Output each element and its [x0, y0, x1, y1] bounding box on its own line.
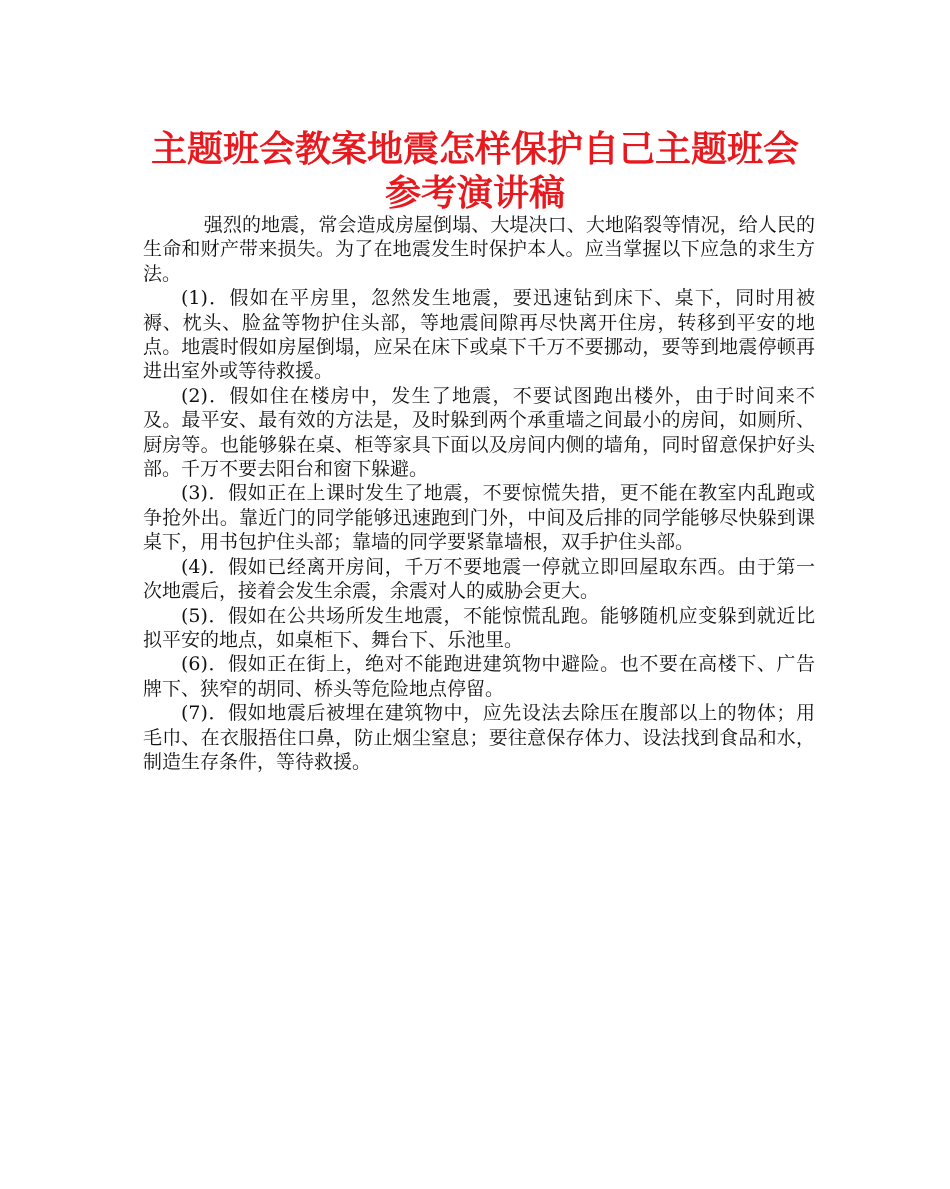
paragraph-4: (4)．假如已经离开房间，千万不要地震一停就立即回屋取东西。由于第一次地震后，接着会发生余震，余震对人的威胁会更大。 [143, 555, 815, 603]
document-title-line-1: 主题班会教案地震怎样保护自己主题班会 [150, 129, 799, 170]
paragraph-3: (3)．假如正在上课时发生了地震，不要惊慌失措，更不能在教室内乱跑或争抢外出。靠近门的同学能够迅速跑到门外，中间及后排的同学能够尽快躲到课桌下，用书包护住头部；靠墙的同学要紧靠墙根，双手护住头部。 [143, 482, 815, 554]
paragraph-1: (1)．假如在平房里，忽然发生地震，要迅速钻到床下、桌下，同时用被褥、枕头、脸盆等物护住头部，等地震间隙再尽快离开住房，转移到平安的地点。地震时假如房屋倒塌，应呆在床下或桌下千万不要挪动，要等到地震停顿再进出室外或等待救援。 [143, 287, 815, 383]
paragraph-6: (6)．假如正在街上，绝对不能跑进建筑物中避险。也不要在高楼下、广告牌下、狭窄的胡同、桥头等危险地点停留。 [143, 653, 815, 700]
paragraph-2: (2)．假如住在楼房中，发生了地震，不要试图跑出楼外，由于时间来不及。最平安、最有效的方法是，及时躲到两个承重墙之间最小的房间，如厕所、厨房等。也能够躲在桌、柜等家具下面以及房间内侧的墙角，同时留意保护好头部。千万不要去阳台和窗下躲避。 [143, 384, 815, 481]
document-body [143, 213, 815, 774]
paragraph-5: (5)．假如在公共场所发生地震，不能惊慌乱跑。能够随机应变躲到就近比拟平安的地点，如桌柜下、舞台下、乐池里。 [143, 604, 815, 651]
paragraph-7: (7)．假如地震后被埋在建筑物中，应先设法去除压在腹部以上的物体；用毛巾、在衣服捂住口鼻，防止烟尘窒息；要往意保存体力、设法找到食品和水，制造生存条件，等待救援。 [143, 702, 815, 773]
paragraph-intro: 强烈的地震，常会造成房屋倒塌、大堤决口、大地陷裂等情况，给人民的生命和财产带来损失。为了在地震发生时保护本人。应当掌握以下应急的求生方法。 [143, 214, 815, 285]
document-title-line-2: 参考演讲稿 [384, 173, 565, 214]
